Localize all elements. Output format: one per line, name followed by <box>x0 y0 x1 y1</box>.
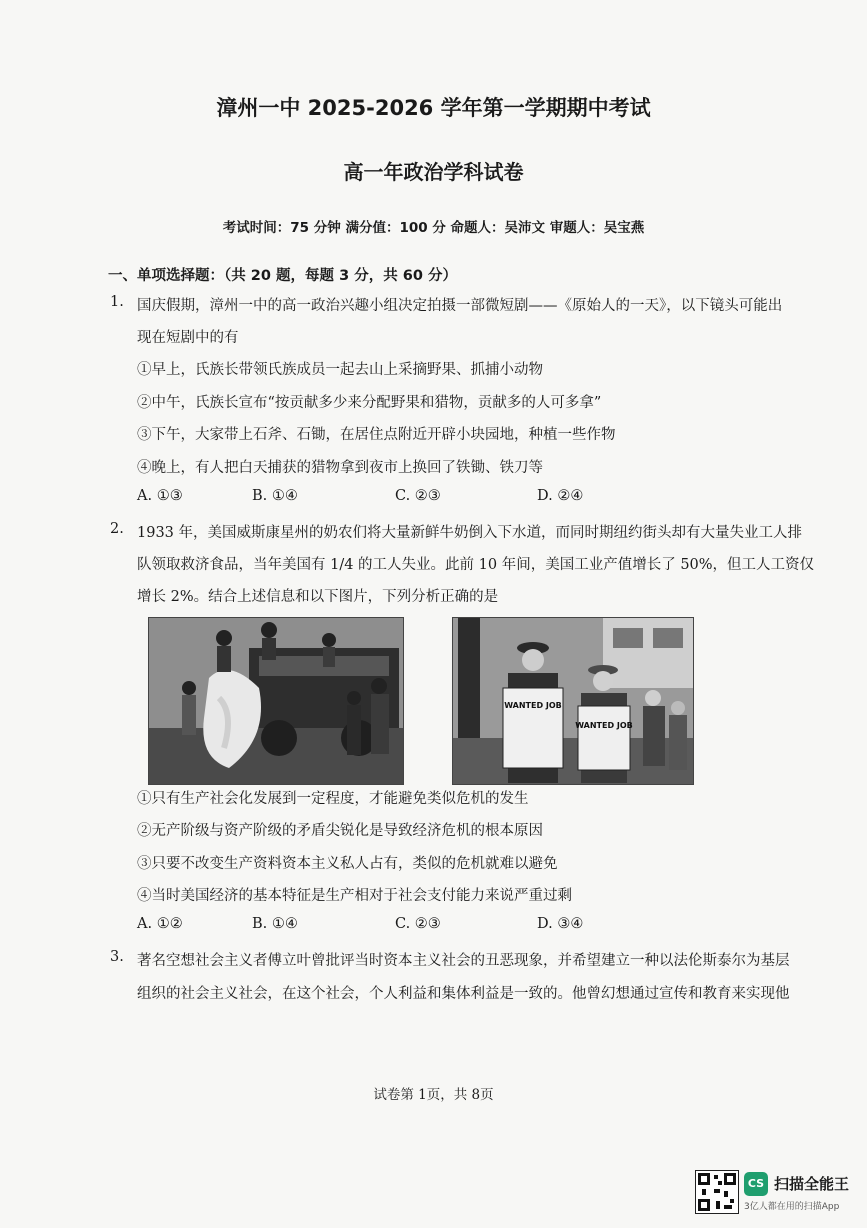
page-footer: 试卷第 1页，共 8页 <box>373 1087 494 1103</box>
question-3-number: 3. <box>110 949 124 965</box>
question-1-option-d: D. ②④ <box>537 488 584 504</box>
milk-dumping-illustration <box>149 618 403 784</box>
question-1-option-b: B. ①④ <box>252 488 298 504</box>
question-2-item: ②无产阶级与资产阶级的矛盾尖锐化是导致经济危机的根本原因 <box>137 823 543 839</box>
exam-subtitle: 高一年政治学科试卷 <box>343 160 524 184</box>
section-heading: 一、单项选择题：（共 20 题，每题 3 分，共 60 分） <box>108 268 457 284</box>
qr-code <box>695 1170 739 1214</box>
question-3-stem: 组织的社会主义社会，在这个社会，个人利益和集体利益是一致的。他曾幻想通过宣传和教育来实现他 <box>137 986 790 1002</box>
question-1-item: ③下午，大家带上石斧、石锄，在居住点附近开辟小块园地，种植一些作物 <box>137 427 616 443</box>
question-2-option-a: A. ①② <box>137 916 183 932</box>
question-2-item: ③只要不改变生产资料资本主义私人占有，类似的危机就难以避免 <box>137 856 558 872</box>
question-2-option-b: B. ①④ <box>252 916 298 932</box>
sign-1-text: WANTED JOB <box>504 701 562 710</box>
question-1-number: 1. <box>110 294 124 310</box>
question-1-stem: 现在短剧中的有 <box>137 330 239 346</box>
question-1-option-a: A. ①③ <box>137 488 183 504</box>
question-2-number: 2. <box>110 521 124 537</box>
milk-dumping-photo <box>148 617 404 785</box>
camscanner-logo: CS <box>744 1172 768 1196</box>
question-1-stem: 国庆假期，漳州一中的高一政治兴趣小组决定拍摄一部微短剧——《原始人的一天》，以下镜头可能出 <box>137 298 783 314</box>
exam-title: 漳州一中 2025-2026 学年第一学期期中考试 <box>216 96 651 120</box>
exam-meta: 考试时间：75 分钟 满分值：100 分 命题人：吴沛文 审题人：吴宝燕 <box>222 220 645 236</box>
unemployed-workers-illustration <box>453 618 693 784</box>
question-1-option-c: C. ②③ <box>395 488 441 504</box>
question-1-item: ④晚上，有人把白天捕获的猎物拿到夜市上换回了铁锄、铁刀等 <box>137 460 543 476</box>
unemployed-workers-photo <box>452 617 694 785</box>
question-2-option-c: C. ②③ <box>395 916 441 932</box>
question-3-stem: 著名空想社会主义者傅立叶曾批评当时资本主义社会的丑恶现象，并希望建立一种以法伦斯泰尔为基层 <box>137 953 790 969</box>
question-1-item: ②中午，氏族长宣布“按贡献多少来分配野果和猎物，贡献多的人可多拿” <box>137 395 602 411</box>
question-2-stem: 1933 年，美国威斯康星州的奶农们将大量新鲜牛奶倒入下水道，而同时期纽约街头却有大量失业工人排 <box>137 525 803 541</box>
question-2-stem: 增长 2%。结合上述信息和以下图片，下列分析正确的是 <box>137 589 499 605</box>
camscanner-tagline: 3亿人都在用的扫描App <box>744 1202 840 1212</box>
sign-2-text: WANTED JOB <box>575 721 633 730</box>
question-1-item: ①早上，氏族长带领氏族成员一起去山上采摘野果、抓捕小动物 <box>137 362 543 378</box>
question-2-item: ①只有生产社会化发展到一定程度，才能避免类似危机的发生 <box>137 791 529 807</box>
question-2-item: ④当时美国经济的基本特征是生产相对于社会支付能力来说严重过剩 <box>137 888 572 904</box>
camscanner-name: 扫描全能王 <box>774 1175 850 1193</box>
question-2-option-d: D. ③④ <box>537 916 584 932</box>
qr-code-icon <box>696 1171 738 1213</box>
question-2-stem: 队领取救济食品，当年美国有 1/4 的工人失业。此前 10 年间，美国工业产值增长了 50%，但工人工资仅 <box>137 557 815 573</box>
